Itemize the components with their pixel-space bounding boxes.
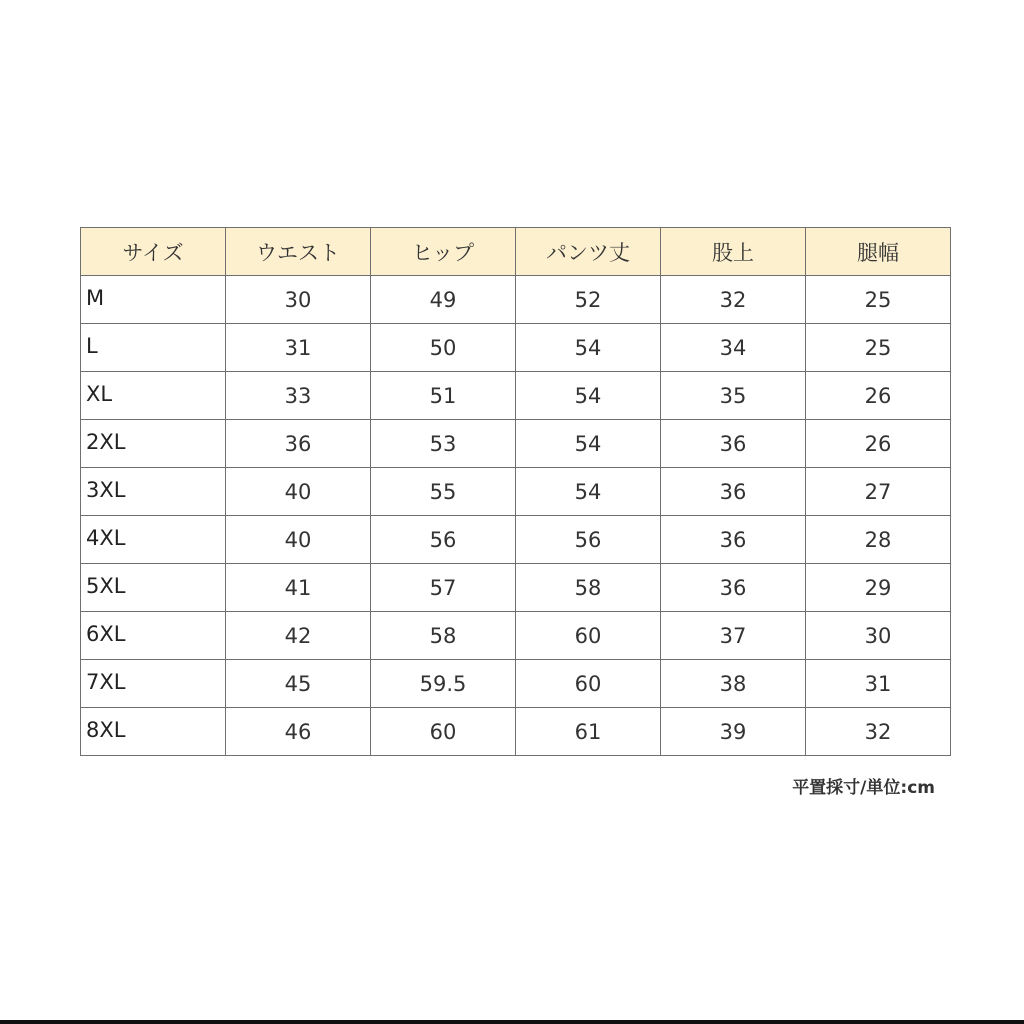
header-hip: ヒップ	[371, 228, 516, 276]
table-cell: 54	[516, 372, 661, 420]
table-cell: 31	[226, 324, 371, 372]
table-cell: 25	[806, 324, 951, 372]
table-cell: 26	[806, 420, 951, 468]
table-cell: 54	[516, 420, 661, 468]
header-waist: ウエスト	[226, 228, 371, 276]
table-row	[81, 420, 951, 468]
size-label-cell: 2XL	[81, 420, 226, 468]
table-cell: 33	[226, 372, 371, 420]
table-row	[81, 708, 951, 756]
table-cell: 38	[661, 660, 806, 708]
size-label-cell: 5XL	[81, 564, 226, 612]
table-row	[81, 516, 951, 564]
table-row	[81, 660, 951, 708]
table-cell: 28	[806, 516, 951, 564]
table-row	[81, 372, 951, 420]
table-cell: 58	[371, 612, 516, 660]
header-size: サイズ	[81, 228, 226, 276]
table-cell: 26	[806, 372, 951, 420]
size-chart-table	[80, 227, 951, 756]
table-cell: 29	[806, 564, 951, 612]
table-cell: 56	[371, 516, 516, 564]
size-label-cell: 3XL	[81, 468, 226, 516]
table-cell: 36	[661, 420, 806, 468]
table-cell: 36	[661, 468, 806, 516]
table-cell: 61	[516, 708, 661, 756]
table-cell: 58	[516, 564, 661, 612]
table-header	[81, 228, 951, 276]
table-body	[81, 276, 951, 756]
table-cell: 60	[516, 612, 661, 660]
table-cell: 27	[806, 468, 951, 516]
table-cell: 53	[371, 420, 516, 468]
table-cell: 42	[226, 612, 371, 660]
table-cell: 40	[226, 516, 371, 564]
table-cell: 37	[661, 612, 806, 660]
table-cell: 49	[371, 276, 516, 324]
table-cell: 60	[371, 708, 516, 756]
table-cell: 41	[226, 564, 371, 612]
table-row	[81, 612, 951, 660]
size-label-cell: 8XL	[81, 708, 226, 756]
table-row	[81, 468, 951, 516]
table-cell: 30	[226, 276, 371, 324]
size-label-cell: M	[81, 276, 226, 324]
table-cell: 31	[806, 660, 951, 708]
header-thigh-width: 腿幅	[806, 228, 951, 276]
table-cell: 39	[661, 708, 806, 756]
table-cell: 34	[661, 324, 806, 372]
measurement-note: 平置採寸/単位:cm	[792, 778, 935, 798]
table-cell: 54	[516, 324, 661, 372]
size-label-cell: XL	[81, 372, 226, 420]
table-cell: 60	[516, 660, 661, 708]
table-cell: 40	[226, 468, 371, 516]
table-cell: 35	[661, 372, 806, 420]
table-cell: 32	[661, 276, 806, 324]
bottom-divider	[0, 1020, 1024, 1024]
size-label-cell: 4XL	[81, 516, 226, 564]
size-label-cell: L	[81, 324, 226, 372]
size-label-cell: 6XL	[81, 612, 226, 660]
header-rise: 股上	[661, 228, 806, 276]
table-cell: 30	[806, 612, 951, 660]
size-label-cell: 7XL	[81, 660, 226, 708]
table-row	[81, 324, 951, 372]
table-row	[81, 564, 951, 612]
header-row	[81, 228, 951, 276]
table-cell: 36	[226, 420, 371, 468]
table-cell: 55	[371, 468, 516, 516]
table-cell: 36	[661, 516, 806, 564]
table-cell: 50	[371, 324, 516, 372]
table-cell: 56	[516, 516, 661, 564]
table-cell: 57	[371, 564, 516, 612]
table-cell: 45	[226, 660, 371, 708]
table-cell: 25	[806, 276, 951, 324]
table-row	[81, 276, 951, 324]
table-cell: 59.5	[371, 660, 516, 708]
table-cell: 36	[661, 564, 806, 612]
header-pants-length: パンツ丈	[516, 228, 661, 276]
table-cell: 54	[516, 468, 661, 516]
table-cell: 32	[806, 708, 951, 756]
table-cell: 52	[516, 276, 661, 324]
table-cell: 51	[371, 372, 516, 420]
table-cell: 46	[226, 708, 371, 756]
